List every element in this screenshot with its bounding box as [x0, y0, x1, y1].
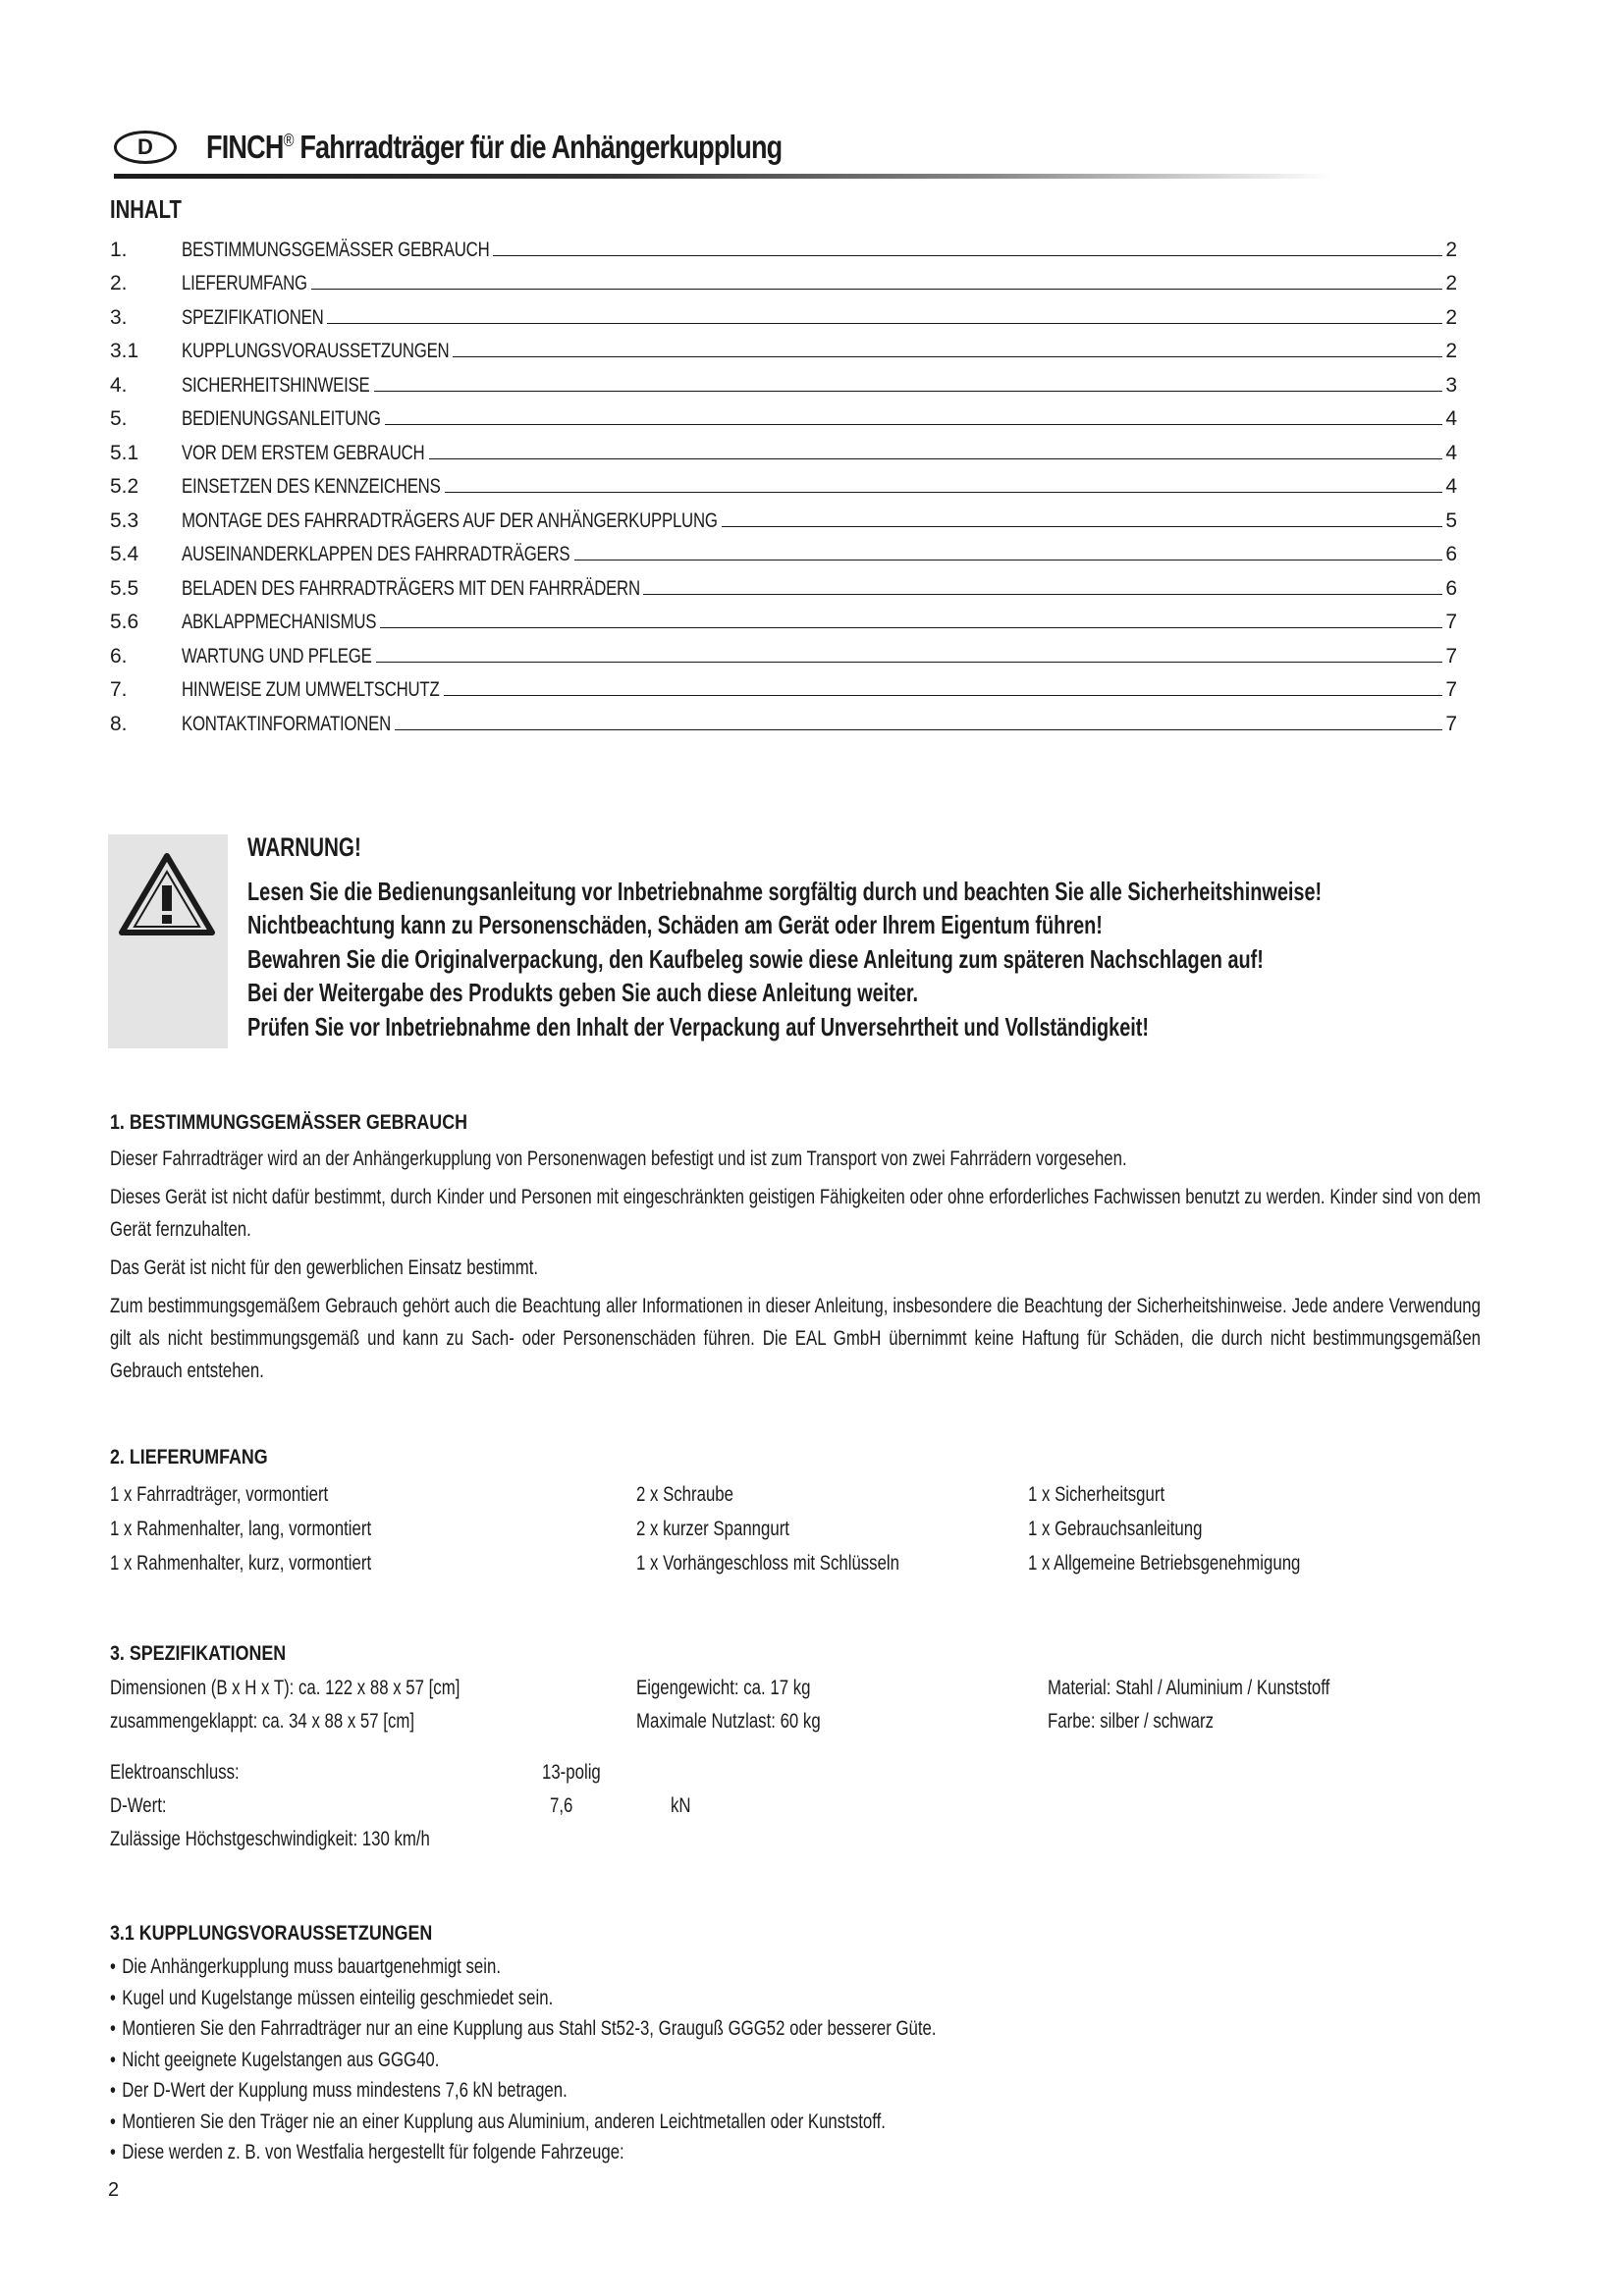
delivery-item: 1 x Fahrradträger, vormontiert: [110, 1483, 329, 1506]
toc-entry-number: 5.4: [110, 543, 139, 565]
toc-leader-line: [643, 594, 1442, 595]
toc-entry-number: 5.: [110, 407, 128, 430]
delivery-item: 2 x kurzer Spanngurt: [636, 1518, 789, 1540]
header-rule: [114, 174, 1331, 179]
spec-dimensions-value: Dimensionen (B x H x T): ca. 122 x 88 x 57 [cm]: [110, 1677, 460, 1699]
table-of-contents: [110, 228, 1457, 736]
toc-entry-page: 6: [1445, 543, 1457, 565]
toc-leader-line: [395, 729, 1442, 730]
warning-triangle-icon: [118, 852, 216, 936]
section2-heading: 2. LIEFERUMFANG: [110, 1446, 268, 1468]
warning-title: WARNUNG!: [247, 832, 361, 862]
toc-leader-line: [445, 492, 1442, 493]
toc-leader-line: [385, 424, 1442, 425]
section1-heading: 1. BESTIMMUNGSGEMÄSSER GEBRAUCH: [110, 1111, 467, 1134]
toc-entry: [110, 398, 1457, 432]
toc-entry: [110, 668, 1457, 703]
toc-entry: [110, 295, 1457, 330]
toc-leader-line: [374, 391, 1442, 392]
warning-line: Bewahren Sie die Originalverpackung, den Kaufbeleg sowie diese Anleitung zum späteren Nachschlagen auf!: [247, 943, 1264, 974]
delivery-item: 1 x Allgemeine Betriebsgenehmigung: [1028, 1552, 1301, 1575]
list-item: • Montieren Sie den Träger nie an einer Kupplung aus Aluminium, anderen Leichtmetallen oder Kunststoff.: [110, 2107, 937, 2138]
toc-entry: [110, 431, 1457, 465]
toc-entry: [110, 533, 1457, 567]
toc-leader-line: [574, 560, 1442, 561]
section3-heading: 3. SPEZIFIKATIONEN: [110, 1642, 287, 1665]
delivery-column-1: [110, 1477, 371, 1580]
toc-entry-page: 6: [1445, 576, 1457, 600]
toc-entry-number: 5.5: [110, 576, 139, 600]
toc-entry-page: 3: [1445, 373, 1457, 397]
delivery-column-2: [636, 1477, 899, 1580]
spec-color-value: Farbe: silber / schwarz: [1048, 1710, 1214, 1733]
toc-entry-number: 5.2: [110, 475, 139, 498]
toc-entry-number: 3.: [110, 305, 128, 329]
list-item: • Diese werden z. B. von Westfalia hergestellt für folgende Fahrzeuge:: [110, 2137, 937, 2168]
toc-entry-number: 8.: [110, 712, 128, 735]
document-header: [114, 126, 908, 169]
page-number: 2: [108, 2179, 120, 2201]
list-item: • Der D-Wert der Kupplung muss mindestens 7,6 kN betragen.: [110, 2075, 937, 2107]
toc-entry-number: 6.: [110, 644, 128, 667]
toc-entry-page: 7: [1445, 644, 1457, 667]
delivery-item: 1 x Sicherheitsgurt: [1028, 1483, 1165, 1506]
delivery-item: 1 x Rahmenhalter, kurz, vormontiert: [110, 1552, 372, 1575]
toc-entry-label: WARTUNG UND PFLEGE: [182, 644, 372, 667]
toc-entry-page: 2: [1445, 340, 1457, 362]
language-badge: D: [114, 131, 177, 164]
toc-entry-label: KUPPLUNGSVORAUSSETZUNGEN: [182, 340, 450, 362]
toc-leader-line: [311, 289, 1442, 290]
toc-entry-number: 5.6: [110, 611, 139, 633]
delivery-column-3: [1028, 1477, 1300, 1580]
toc-entry-label: BESTIMMUNGSGEMÄSSER GEBRAUCH: [182, 238, 490, 261]
section1-paragraph: Das Gerät ist nicht für den gewerblichen Einsatz bestimmt.: [110, 1256, 539, 1279]
toc-entry-number: 4.: [110, 373, 128, 397]
toc-entry-label: MONTAGE DES FAHRRADTRÄGERS AUF DER ANHÄNGERKUPPLUNG: [182, 508, 718, 532]
toc-entry: [110, 363, 1457, 398]
toc-title: INHALT: [110, 194, 182, 224]
delivery-item: 2 x Schraube: [636, 1483, 733, 1506]
section1-paragraph: Dieser Fahrradträger wird an der Anhängerkupplung von Personenwagen befestigt und ist zum Transport von zwei Fahrrädern vorgesehen.: [110, 1148, 1127, 1170]
spec-folded-value: zusammengeklappt: ca. 34 x 88 x 57 [cm]: [110, 1710, 415, 1733]
list-item: • Die Anhängerkupplung muss bauartgenehmigt sein.: [110, 1951, 937, 1983]
toc-entry-number: 3.1: [110, 340, 139, 362]
brand-name: FINCH: [206, 129, 284, 165]
warning-line: Bei der Weitergabe des Produkts geben Sie auch diese Anleitung weiter.: [247, 978, 919, 1007]
toc-entry-label: BELADEN DES FAHRRADTRÄGERS MIT DEN FAHRRÄDERN: [182, 576, 640, 600]
toc-entry-page: 7: [1445, 678, 1457, 701]
spec-dwert-label: D-Wert:: [110, 1794, 167, 1817]
toc-leader-line: [453, 356, 1442, 357]
toc-leader-line: [429, 458, 1442, 459]
spec-weight-value: Eigengewicht: ca. 17 kg: [636, 1677, 811, 1699]
toc-entry-page: 7: [1445, 611, 1457, 633]
delivery-item: 1 x Vorhängeschloss mit Schlüsseln: [636, 1552, 900, 1575]
list-item: • Montieren Sie den Fahrradträger nur an eine Kupplung aus Stahl St52-3, Grauguß GGG52 oder besserer Güte.: [110, 2013, 937, 2045]
warning-line: Lesen Sie die Bedienungsanleitung vor Inbetriebnahme sorgfältig durch und beachten Sie alle Sicherheitshinweise!: [247, 876, 1323, 906]
delivery-item: 1 x Gebrauchsanleitung: [1028, 1518, 1203, 1540]
warning-icon-box: [108, 834, 228, 1048]
toc-entry-label: SPEZIFIKATIONEN: [182, 305, 324, 329]
toc-leader-line: [444, 695, 1442, 696]
warning-line: Nichtbeachtung kann zu Personenschäden, Schäden am Gerät oder Ihrem Eigentum führen!: [247, 910, 1103, 939]
toc-entry-page: 7: [1445, 712, 1457, 735]
toc-entry: [110, 465, 1457, 500]
spec-elektro-value: 13-polig: [542, 1761, 601, 1784]
toc-entry: [110, 566, 1457, 601]
warning-line: Prüfen Sie vor Inbetriebnahme den Inhalt der Verpackung auf Unversehrtheit und Vollständigkeit!: [247, 1011, 1150, 1041]
delivery-item: 1 x Rahmenhalter, lang, vormontiert: [110, 1518, 372, 1540]
spec-payload-value: Maximale Nutzlast: 60 kg: [636, 1710, 821, 1733]
registered-mark: ®: [283, 131, 294, 150]
toc-entry-label: BEDIENUNGSANLEITUNG: [182, 407, 381, 430]
section1-body: [110, 1143, 1481, 1387]
toc-entry: [110, 262, 1457, 296]
toc-entry-page: 5: [1445, 508, 1457, 532]
toc-entry-page: 2: [1445, 238, 1457, 261]
toc-entry: [110, 634, 1457, 668]
section1-paragraph: Zum bestimmungsgemäßem Gebrauch gehört auch die Beachtung aller Informationen in dieser Anleitung, insbesondere die Beachtung der Sicherheitshinweise. Jede andere Verwendung gilt als nicht bestimmungsgemäß und kann zu Sach- oder Personenschäden führen. Die EAL GmbH übernimmt keine Haftung für Schäden, die durch nicht bestimmungsgemäßen Gebrauch entstehen.: [110, 1295, 1481, 1382]
toc-entry-page: 4: [1445, 441, 1457, 464]
spec-material: [1048, 1672, 1329, 1738]
toc-entry-number: 2.: [110, 272, 128, 294]
spec-material-value: Material: Stahl / Aluminium / Kunststoff: [1048, 1677, 1330, 1699]
toc-entry: [110, 228, 1457, 262]
toc-entry-label: EINSETZEN DES KENNZEICHENS: [182, 475, 441, 498]
section31-heading: 3.1 KUPPLUNGSVORAUSSETZUNGEN: [110, 1922, 433, 1945]
document-title: [206, 129, 782, 166]
title-text: Fahrradträger für die Anhängerkupplung: [293, 129, 783, 165]
spec-elektro-label: Elektroanschluss:: [110, 1761, 240, 1784]
spec-weights: [636, 1672, 821, 1738]
spec-dwert-value: 7,6: [550, 1794, 573, 1817]
toc-entry-label: SICHERHEITSHINWEISE: [182, 373, 370, 397]
toc-entry-label: KONTAKTINFORMATIONEN: [182, 712, 391, 735]
toc-entry-number: 1.: [110, 238, 128, 261]
toc-entry-label: AUSEINANDERKLAPPEN DES FAHRRADTRÄGERS: [182, 543, 570, 565]
toc-leader-line: [722, 526, 1442, 527]
toc-leader-line: [327, 323, 1442, 324]
toc-entry-page: 4: [1445, 407, 1457, 430]
toc-leader-line: [376, 662, 1442, 663]
coupling-requirements-list: [110, 1951, 937, 2168]
section1-paragraph: Dieses Gerät ist nicht dafür bestimmt, durch Kinder und Personen mit eingeschränkten geistigen Fähigkeiten oder ohne erforderliches Fachwissen benutzt zu werden. Kinder sind von dem Gerät fernzuhalten.: [110, 1186, 1481, 1241]
toc-entry: [110, 499, 1457, 533]
toc-entry-page: 2: [1445, 272, 1457, 294]
toc-entry-number: 5.1: [110, 441, 139, 464]
toc-entry: [110, 330, 1457, 364]
toc-entry: [110, 702, 1457, 736]
toc-entry: [110, 601, 1457, 635]
toc-entry-label: VOR DEM ERSTEM GEBRAUCH: [182, 441, 425, 464]
toc-leader-line: [380, 627, 1442, 628]
spec-speed: Zulässige Höchstgeschwindigkeit: 130 km/h: [110, 1828, 430, 1850]
warning-block: [247, 830, 1322, 1043]
spec-dimensions: [110, 1672, 460, 1738]
toc-entry-page: 2: [1445, 305, 1457, 329]
list-item: • Kugel und Kugelstange müssen einteilig geschmiedet sein.: [110, 1983, 937, 2014]
list-item: • Nicht geeignete Kugelstangen aus GGG40.: [110, 2045, 937, 2076]
toc-leader-line: [493, 255, 1442, 256]
toc-entry-label: HINWEISE ZUM UMWELTSCHUTZ: [182, 678, 440, 701]
toc-entry-label: ABKLAPPMECHANISMUS: [182, 611, 377, 633]
toc-entry-page: 4: [1445, 475, 1457, 498]
spec-dwert-unit: kN: [671, 1794, 691, 1817]
toc-entry-number: 5.3: [110, 508, 139, 532]
toc-entry-label: LIEFERUMFANG: [182, 272, 307, 294]
toc-entry-number: 7.: [110, 678, 128, 701]
